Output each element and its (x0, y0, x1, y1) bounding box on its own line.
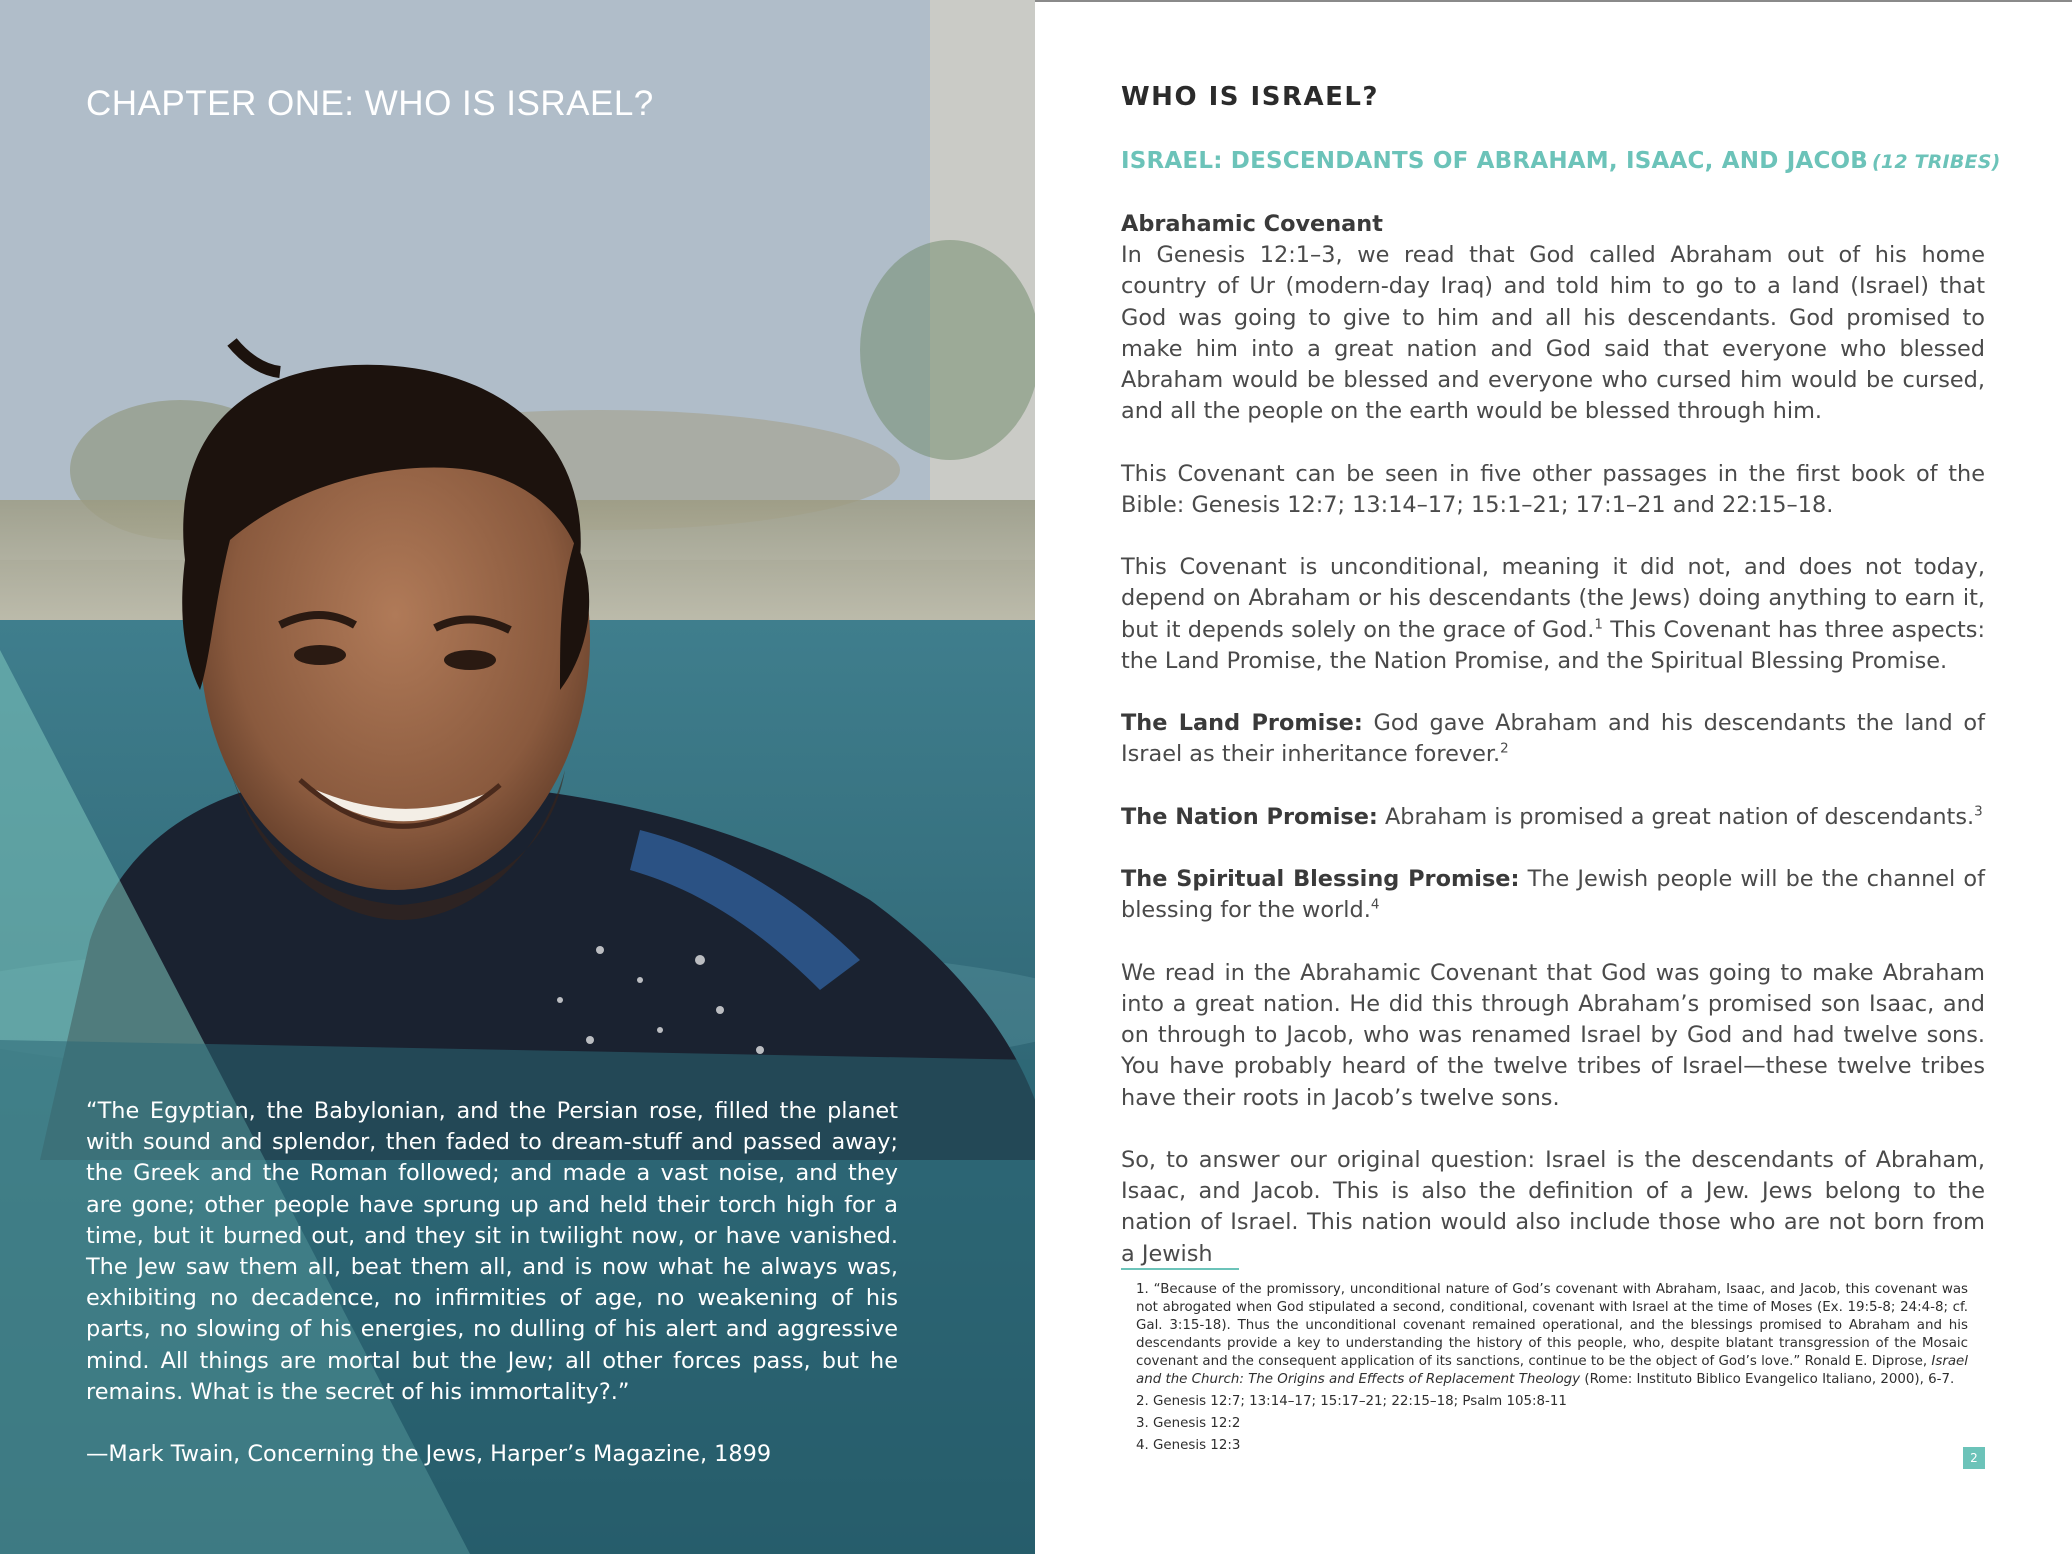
paragraph-land-promise (1121, 708, 1985, 770)
paragraph-answer: So, to answer our original question: Israel is the descendants of Abraham, Isaac, and Jacob. This is also the definition of a Jew. Jews belong to the nation of Israel. This nation would also include those who are not born from a Jewish (1121, 1146, 1985, 1267)
paragraph-five-passages: This Covenant can be seen in five other passages in the first book of the Bible: Genesis 12:7; 13:14–17; 15:1–21; 17:1–21 and 22:15–18. (1121, 460, 1985, 518)
footnote-ref-2: 2 (1500, 741, 1509, 757)
footnote-1 (1136, 1281, 1968, 1389)
page-number-badge: 2 (1963, 1447, 1985, 1469)
footnote-1-book-title: Israel and the Church: The Origins and Effects of Replacement Theology (1136, 1354, 1968, 1387)
land-promise-text: God gave Abraham and his descendants the land of Israel as their inheritance forever. (1121, 710, 1985, 768)
footnote-ref-4: 4 (1370, 897, 1380, 913)
paragraph-unconditional-b: This Covenant has three aspects: the Land Promise, the Nation Promise, and the Spiritual Blessing Promise. (1121, 616, 1985, 674)
footnote-divider (1121, 1268, 1239, 1270)
quote-attribution: —Mark Twain, Concerning the Jews, Harper’s Magazine, 1899 (86, 1441, 772, 1467)
paragraph-twelve-tribes: We read in the Abrahamic Covenant that God was going to make Abraham into a great nation. He did this through Abraham’s promised son Isaac, and on through to Jacob, who was renamed Israel by God and had twelve sons. You have probably heard of the twelve tribes of Israel—these twelve tribes have their roots in Jacob’s twelve sons. (1121, 959, 1985, 1111)
body-text (1121, 209, 1985, 1270)
footnote-1-publication: (Rome: Instituto Biblico Evangelico Italiano, 2000), 6-7. (1580, 1372, 1955, 1387)
footnote-2: 2. Genesis 12:7; 13:14–17; 15:17–21; 22:15–18; Psalm 105:8-11 (1136, 1394, 1567, 1409)
paragraph-unconditional-a: This Covenant is unconditional, meaning it did not, and does not today, depend on Abraham or his descendants (the Jews) doing anything to earn it, but it depends solely on the grace of God. (1121, 554, 1985, 643)
footnote-4: 4. Genesis 12:3 (1136, 1438, 1241, 1453)
spiritual-promise-text: The Jewish people will be the channel of blessing for the world. (1121, 866, 1986, 924)
footnotes (1136, 1281, 1968, 1459)
subheading-text: ISRAEL: DESCENDANTS OF ABRAHAM, ISAAC, AND JACOB (1121, 148, 1869, 174)
footnote-ref-3: 3 (1974, 804, 1983, 820)
nation-promise-text: Abraham is promised a great nation of descendants. (1377, 803, 1975, 830)
footnote-3: 3. Genesis 12:2 (1136, 1416, 1241, 1431)
section-subheading (1121, 148, 2021, 174)
subheading-note: (12 TRIBES) (1872, 151, 2001, 173)
left-page (0, 0, 1035, 1554)
page-heading: WHO IS ISRAEL? (1121, 82, 1379, 112)
chapter-title: CHAPTER ONE: WHO IS ISRAEL? (86, 84, 654, 123)
nation-promise-label: The Nation Promise: (1121, 803, 1378, 830)
spiritual-promise-label: The Spiritual Blessing Promise: (1121, 866, 1520, 893)
top-divider (1035, 0, 2072, 2)
footnote-1-text: 1. “Because of the promissory, unconditional nature of God’s covenant with Abraham, Isaac, and Jacob, this covenant was not abrogated when God stipulated a second, conditional, covenant with Israel at the time of Moses (Ex. 19:5-8; 24:4-8; cf. Gal. 3:15-18). Thus the unconditional covenant remained operational, and the blessings promised to Abraham and his descendants provide a key to understanding the history of this people, who, despite blatant transgression of the Mosaic covenant and the consequent application of its sanctions, continue to be the object of God’s love.” Ronald E. Diprose, (1136, 1282, 1968, 1369)
paragraph-genesis: In Genesis 12:1–3, we read that God called Abraham out of his home country of Ur (modern-day Iraq) and told him to go to a land (Israel) that God was going to give to him and all his descendants. God promised to make him into a great nation and God said that everyone who blessed Abraham would be blessed and everyone who cursed him would be cursed, and all the people on the earth would be blessed through him. (1121, 242, 1985, 425)
paragraph-spiritual-promise (1121, 864, 1985, 926)
paragraph-unconditional (1121, 552, 1985, 677)
mark-twain-quote: “The Egyptian, the Babylonian, and the Persian rose, filled the planet with sound and splendor, then faded to dream-stuff and passed away; the Greek and the Roman followed; and made a vast noise, and they are gone; other people have sprung up and held their torch high for a time, but it burned out, and they sit in twilight now, or have vanished. The Jew saw them all, beat them all, and is now what he always was, exhibiting no decadence, no infirmities of age, no weakening of his parts, no slowing of his energies, no dulling of his alert and aggressive mind. All things are mortal but the Jew; all other forces pass, but he remains. What is the secret of his immortality?.” (86, 1098, 898, 1405)
footnote-ref-1: 1 (1594, 617, 1603, 633)
section-title-abrahamic-covenant: Abrahamic Covenant (1121, 211, 1383, 237)
paragraph-nation-promise (1121, 802, 1985, 833)
land-promise-label: The Land Promise: (1121, 710, 1363, 737)
